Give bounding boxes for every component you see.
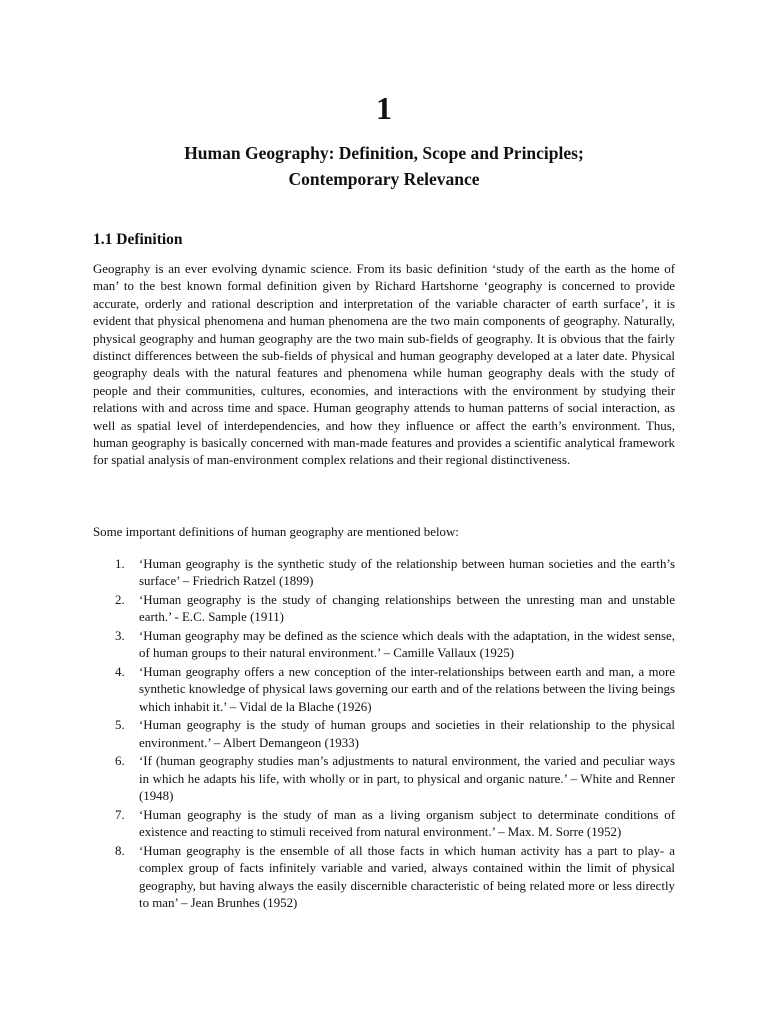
list-item-text: ‘Human geography offers a new conception of the inter-relationships between earth and man, a more synthetic knowledge of physical laws governing our earth and of the relations between the living beings which inhabit it.’ – Vidal de la Blache (1926) [139,665,675,714]
list-item-number: 3. [115,629,125,643]
chapter-title-line-1: Human Geography: Definition, Scope and Principles; [184,143,584,163]
list-item-number: 4. [115,665,125,679]
list-item-text: ‘Human geography may be defined as the science which deals with the adaptation, in the widest sense, of human groups to their natural environment.’ – Camille Vallaux (1925) [139,629,675,661]
list-item [93,664,675,716]
list-item-text: ‘Human geography is the ensemble of all those facts in which human activity has a part to play- a complex group of facts infinitely variable and varied, always contained within the limit of physical geography, but having always the easily discernible characteristic of being related more or less directly to man’ – Jean Brunhes (1952) [139,843,675,911]
list-item [93,628,675,663]
list-item [93,843,675,913]
list-item [93,592,675,627]
chapter-title [93,140,675,192]
chapter-number: 1 [376,90,392,126]
list-item-text: ‘Human geography is the study of man as a living organism subject to determinate conditions of existence and reacting to stimuli received from natural environment.’ – Max. M. Sorre (1952) [139,807,675,840]
list-item-number: 2. [115,593,125,607]
list-item-text: ‘Human geography is the study of human groups and societies in their relationship to the physical environment.’ – Albert Demangeon (1933) [139,718,675,750]
list-item-number: 1. [115,557,125,571]
list-item-number: 5. [115,718,125,733]
body-paragraph: Geography is an ever evolving dynamic science. From its basic definition ‘study of the earth as the home of man’ to the best known formal definition given by Richard Hartshorne ‘geography is concerned to provide accurate, orderly and rational description and interpretation of the variable character of earth surface’, it is evident that physical phenomena and human phenomena are the two main components of geography. Naturally, physical geography and human geography are the two main sub-fields of geography. It is obvious that the fairly distinct differences between the sub-fields of physical and human geography developed at a later date. Physical geography deals with the natural features and phenomena while human geography deals with the study of people and their communities, cultures, economies, and interactions with the environment by studying their relations with and across time and space. Human geography attends to human patterns of social interaction, as well as spatial level of interdependencies, and how they influence or affect the earth’s environment. Thus, human geography is basically concerned with man-made features and provides a scientific analytical framework for spatial analysis of man-environment complex relations and their regional distinctiveness. [93,262,675,468]
list-item-number: 7. [115,807,125,822]
list-item [93,556,675,591]
definitions-intro: Some important definitions of human geography are mentioned below: [93,525,459,539]
list-item-text: ‘If (human geography studies man’s adjustments to natural environment, the varied and peculiar ways in which he adapts his life, with wholly or in part, to physical and organic nature.’ – White and Renner (1948) [139,754,675,804]
definitions-list [93,556,675,914]
chapter-title-line-2: Contemporary Relevance [288,169,480,189]
list-item [93,753,675,805]
list-item-number: 6. [115,754,125,769]
section-heading: 1.1 Definition [93,231,183,248]
list-item [93,807,675,842]
list-item [93,717,675,752]
list-item-text: ‘Human geography is the study of changing relationships between the unresting man and unstable earth.’ - E.C. Sample (1911) [139,593,675,625]
list-item-number: 8. [115,843,125,858]
list-item-text: ‘Human geography is the synthetic study of the relationship between human societies and the earth’s surface’ – Friedrich Ratzel (1899) [139,557,675,589]
